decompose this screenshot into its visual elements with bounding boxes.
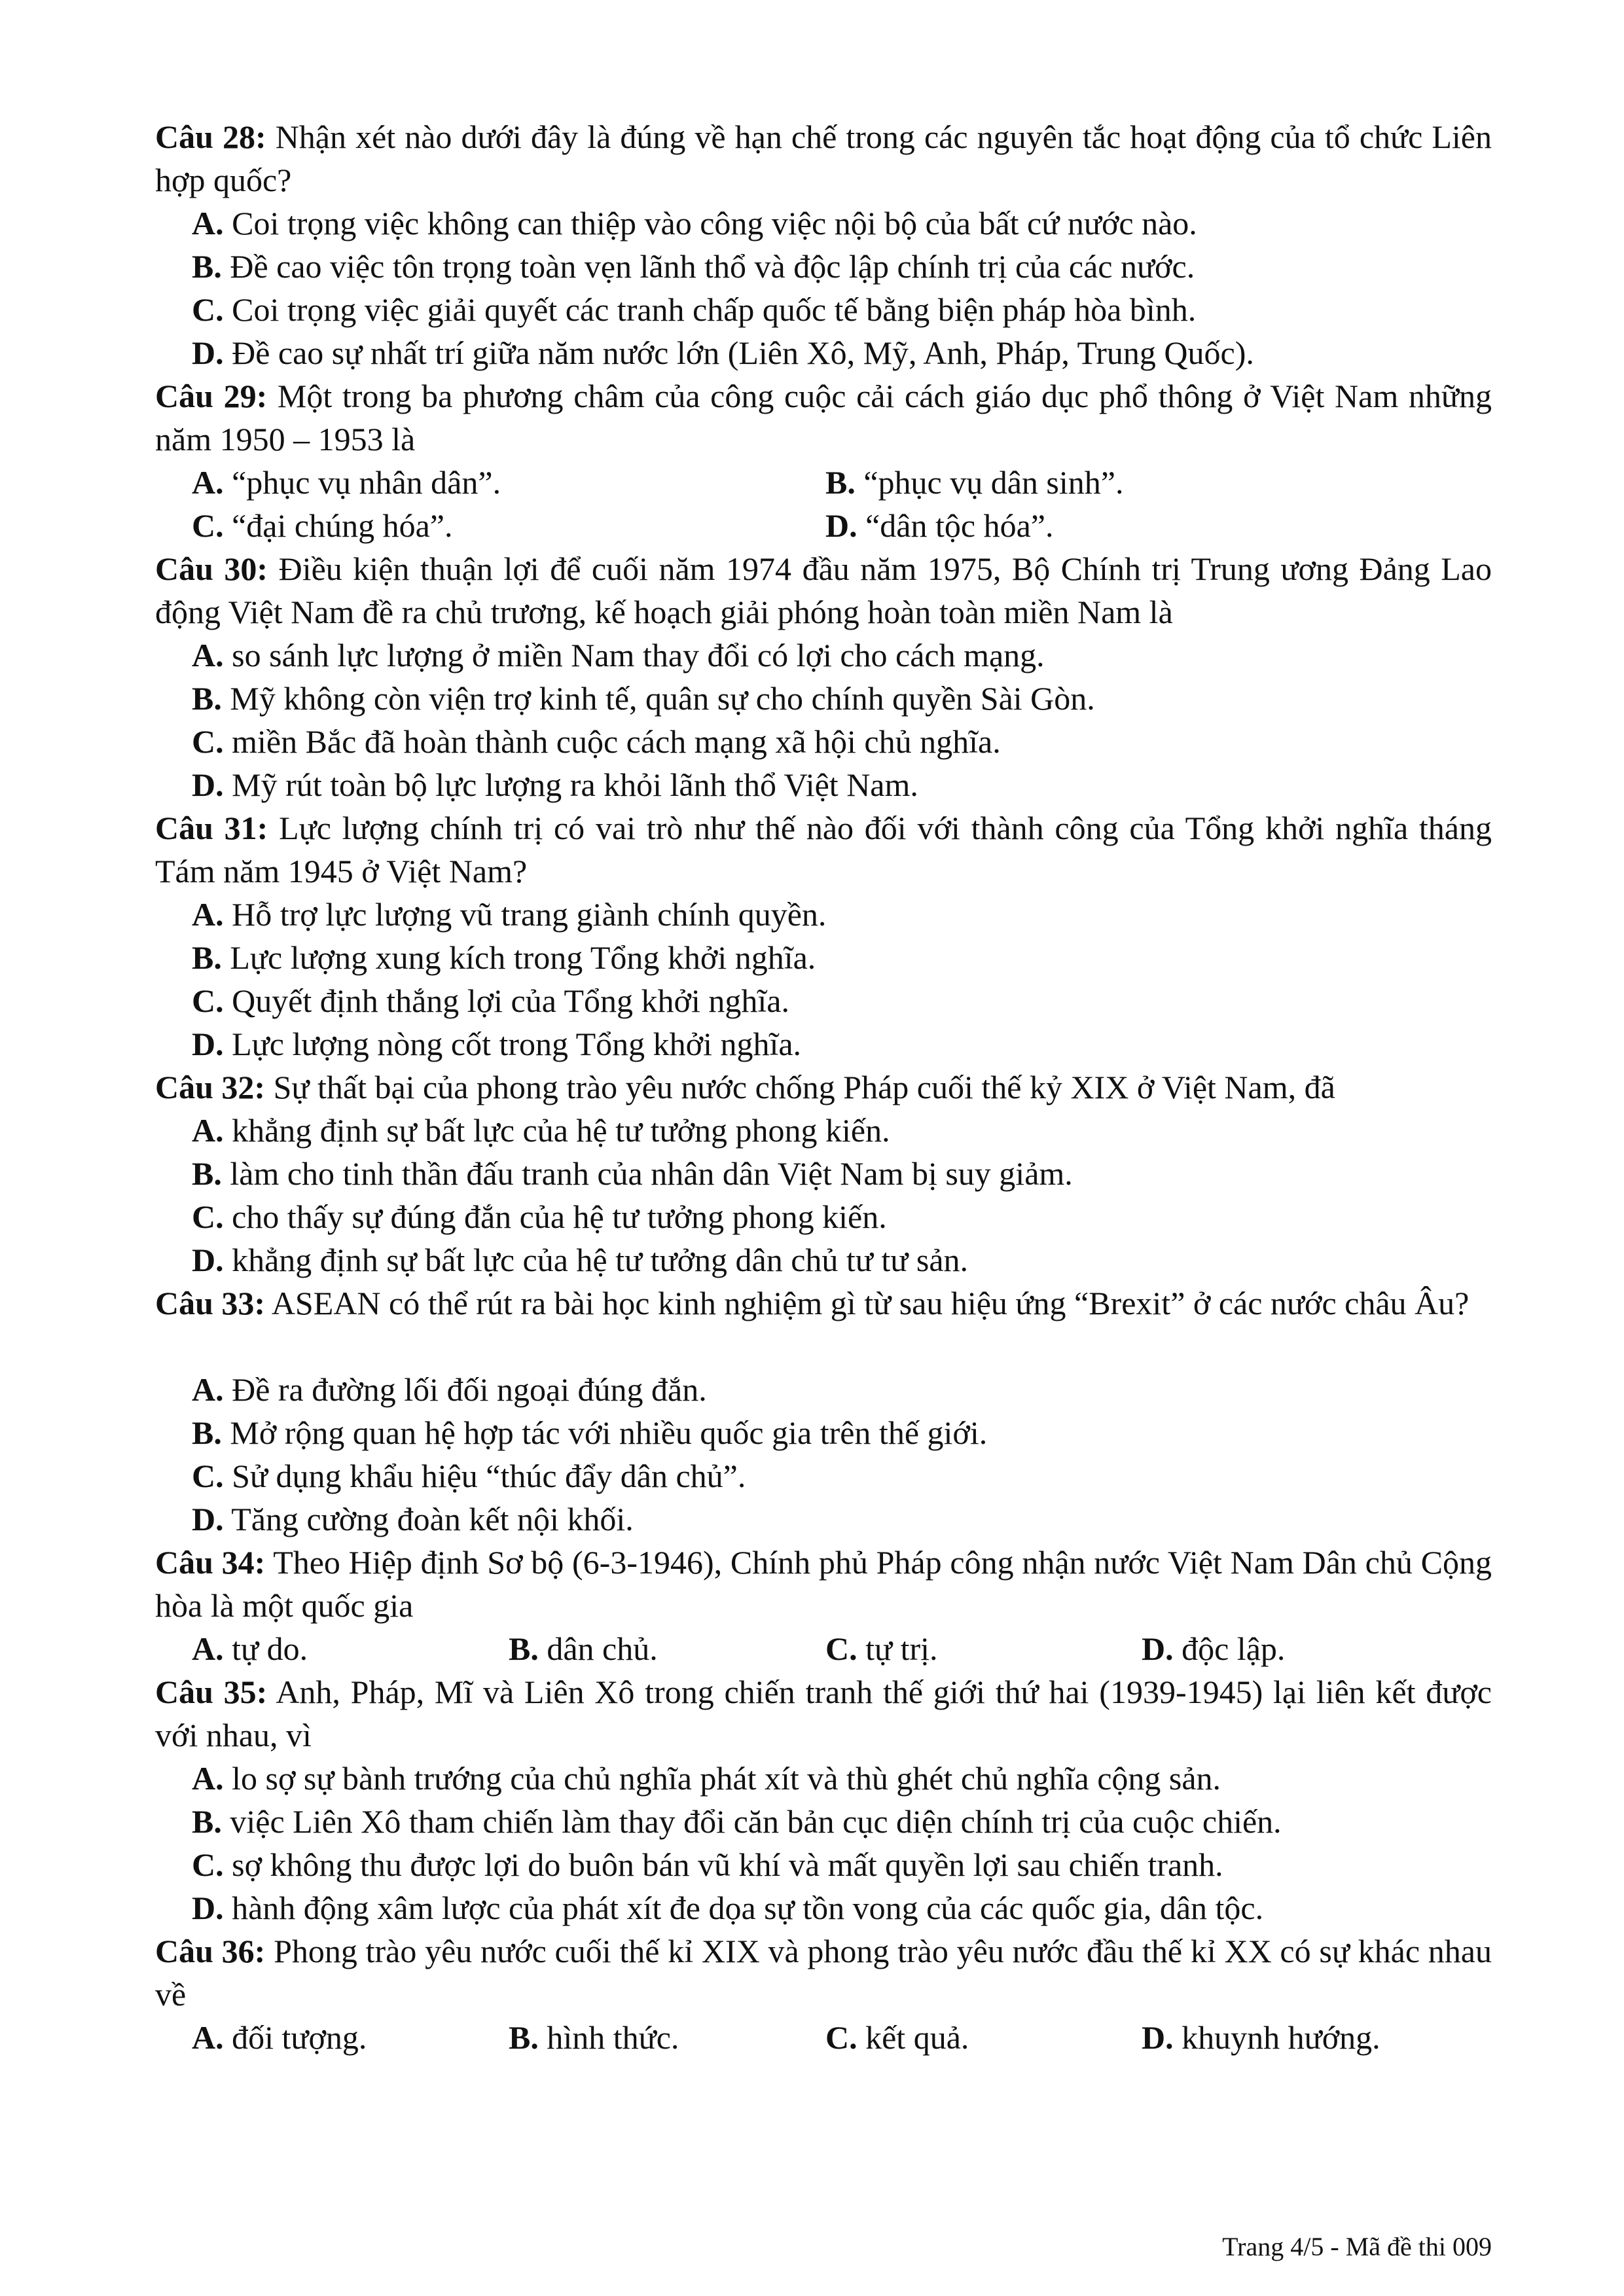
option-letter: D. <box>1142 1630 1174 1667</box>
option-letter: D. <box>192 1890 224 1926</box>
option-letter: B. <box>192 1803 222 1840</box>
option-text: Mỹ rút toàn bộ lực lượng ra khỏi lãnh thổ Việt Nam. <box>232 766 918 803</box>
option-letter: A. <box>192 896 224 933</box>
option-letter: A. <box>192 464 224 501</box>
option-letter: C. <box>825 1630 857 1667</box>
option-text: hành động xâm lược của phát xít đe dọa sự tồn vong của các quốc gia, dân tộc. <box>232 1890 1264 1926</box>
q33-option-b[interactable] <box>192 1411 987 1454</box>
option-letter: B. <box>509 2019 539 2056</box>
option-text: độc lập. <box>1182 1630 1286 1667</box>
q28-option-b[interactable] <box>192 245 1195 288</box>
q36-option-c[interactable] <box>825 2016 969 2059</box>
question-35 <box>155 1670 1492 1757</box>
q29-option-b[interactable] <box>825 461 1123 504</box>
q33-option-a[interactable] <box>192 1368 707 1411</box>
question-number: Câu 34: <box>155 1544 266 1581</box>
option-text: kết quả. <box>865 2019 969 2056</box>
option-letter: A. <box>192 1371 224 1408</box>
q32-option-b[interactable] <box>192 1152 1073 1195</box>
option-letter: C. <box>192 291 224 328</box>
option-text: so sánh lực lượng ở miền Nam thay đổi có lợi cho cách mạng. <box>232 637 1045 673</box>
option-text: Mỹ không còn viện trợ kinh tế, quân sự cho chính quyền Sài Gòn. <box>230 680 1095 717</box>
option-text: “đại chúng hóa”. <box>232 507 453 544</box>
question-stem: Nhận xét nào dưới đây là đúng về hạn chế trong các nguyên tắc hoạt động của tổ chức Liên hợp quốc? <box>155 118 1492 198</box>
question-stem: Một trong ba phương châm của công cuộc cải cách giáo dục phổ thông ở Việt Nam những năm 1950 – 1953 là <box>155 378 1492 457</box>
question-stem: Anh, Pháp, Mĩ và Liên Xô trong chiến tranh thế giới thứ hai (1939-1945) lại liên kết được với nhau, vì <box>155 1674 1492 1753</box>
option-letter: A. <box>192 1760 224 1797</box>
option-letter: A. <box>192 1112 224 1149</box>
q30-option-c[interactable] <box>192 720 1001 763</box>
q34-option-a[interactable] <box>192 1627 308 1670</box>
q30-option-d[interactable] <box>192 763 918 806</box>
option-letter: D. <box>825 507 857 544</box>
question-34 <box>155 1541 1492 1627</box>
q34-option-b[interactable] <box>509 1627 658 1670</box>
option-letter: A. <box>192 1630 224 1667</box>
option-letter: A. <box>192 637 224 673</box>
option-letter: A. <box>192 2019 224 2056</box>
option-text: Coi trọng việc giải quyết các tranh chấp quốc tế bằng biện pháp hòa bình. <box>232 291 1197 328</box>
option-text: Quyết định thắng lợi của Tổng khởi nghĩa. <box>232 982 789 1019</box>
q35-option-d[interactable] <box>192 1886 1263 1929</box>
question-stem: ASEAN có thể rút ra bài học kinh nghiệm gì từ sau hiệu ứng “Brexit” ở các nước châu Âu? <box>271 1285 1470 1321</box>
option-letter: D. <box>192 1242 224 1278</box>
q34-option-c[interactable] <box>825 1627 938 1670</box>
option-text: “phục vụ nhân dân”. <box>232 464 501 501</box>
question-number: Câu 31: <box>155 810 268 846</box>
question-number: Câu 32: <box>155 1069 266 1105</box>
option-text: Tăng cường đoàn kết nội khối. <box>231 1501 634 1537</box>
option-text: hình thức. <box>547 2019 679 2056</box>
option-text: khuynh hướng. <box>1182 2019 1380 2056</box>
option-text: cho thấy sự đúng đắn của hệ tư tưởng phong kiến. <box>232 1198 887 1235</box>
option-letter: B. <box>192 1155 222 1192</box>
q33-option-d[interactable] <box>192 1498 634 1541</box>
q31-option-c[interactable] <box>192 979 789 1022</box>
option-text: lo sợ sự bành trướng của chủ nghĩa phát xít và thù ghét chủ nghĩa cộng sản. <box>232 1760 1221 1797</box>
option-text: đối tượng. <box>232 2019 367 2056</box>
q29-option-c[interactable] <box>192 504 452 547</box>
question-36 <box>155 1929 1492 2016</box>
option-text: làm cho tinh thần đấu tranh của nhân dân Việt Nam bị suy giảm. <box>230 1155 1073 1192</box>
option-text: Mở rộng quan hệ hợp tác với nhiều quốc gia trên thế giới. <box>230 1414 988 1451</box>
option-letter: D. <box>192 1026 224 1062</box>
option-text: tự trị. <box>865 1630 938 1667</box>
question-stem: Điều kiện thuận lợi để cuối năm 1974 đầu năm 1975, Bộ Chính trị Trung ương Đảng Lao động Việt Nam đề ra chủ trương, kế hoạch giải phóng hoàn toàn miền Nam là <box>155 550 1492 630</box>
option-letter: C. <box>192 1458 224 1494</box>
q35-option-a[interactable] <box>192 1757 1221 1800</box>
q35-option-c[interactable] <box>192 1843 1223 1886</box>
q29-option-a[interactable] <box>192 461 501 504</box>
q36-option-a[interactable] <box>192 2016 367 2059</box>
option-text: sợ không thu được lợi do buôn bán vũ khí và mất quyền lợi sau chiến tranh. <box>232 1846 1223 1883</box>
question-number: Câu 30: <box>155 550 268 587</box>
q36-option-b[interactable] <box>509 2016 679 2059</box>
q31-option-a[interactable] <box>192 893 826 936</box>
option-text: Lực lượng xung kích trong Tổng khởi nghĩa. <box>230 939 816 976</box>
option-letter: B. <box>192 248 222 285</box>
option-text: Hỗ trợ lực lượng vũ trang giành chính quyền. <box>232 896 827 933</box>
option-text: Đề cao sự nhất trí giữa năm nước lớn (Liên Xô, Mỹ, Anh, Pháp, Trung Quốc). <box>232 334 1254 371</box>
q33-option-c[interactable] <box>192 1454 746 1498</box>
option-text: khẳng định sự bất lực của hệ tư tưởng phong kiến. <box>232 1112 890 1149</box>
option-text: “dân tộc hóa”. <box>865 507 1054 544</box>
q28-option-d[interactable] <box>192 331 1254 374</box>
option-text: Đề cao việc tôn trọng toàn vẹn lãnh thổ và độc lập chính trị của các nước. <box>230 248 1195 285</box>
question-stem: Lực lượng chính trị có vai trò như thế nào đối với thành công của Tổng khởi nghĩa tháng Tám năm 1945 ở Việt Nam? <box>155 810 1492 889</box>
question-29 <box>155 374 1492 461</box>
option-letter: B. <box>192 939 222 976</box>
q35-option-b[interactable] <box>192 1800 1282 1843</box>
question-31 <box>155 806 1492 893</box>
option-letter: A. <box>192 205 224 242</box>
option-text: “phục vụ dân sinh”. <box>863 464 1124 501</box>
question-number: Câu 33: <box>155 1285 266 1321</box>
option-text: miền Bắc đã hoàn thành cuộc cách mạng xã hội chủ nghĩa. <box>232 723 1001 760</box>
q31-option-b[interactable] <box>192 936 816 979</box>
q34-option-d[interactable] <box>1142 1627 1285 1670</box>
question-stem: Sự thất bại của phong trào yêu nước chống Pháp cuối thế kỷ XIX ở Việt Nam, đã <box>273 1069 1335 1105</box>
option-letter: B. <box>192 1414 222 1451</box>
question-32 <box>155 1066 1492 1109</box>
question-number: Câu 28: <box>155 118 266 155</box>
option-letter: D. <box>192 766 224 803</box>
q31-option-d[interactable] <box>192 1022 801 1066</box>
option-text: Đề ra đường lối đối ngoại đúng đắn. <box>232 1371 707 1408</box>
option-letter: D. <box>1142 2019 1174 2056</box>
question-stem: Theo Hiệp định Sơ bộ (6-3-1946), Chính phủ Pháp công nhận nước Việt Nam Dân chủ Cộng hòa là một quốc gia <box>155 1544 1492 1624</box>
q36-option-d[interactable] <box>1142 2016 1380 2059</box>
q30-option-b[interactable] <box>192 677 1095 720</box>
q29-option-d[interactable] <box>825 504 1053 547</box>
question-stem: Phong trào yêu nước cuối thế kỉ XIX và phong trào yêu nước đầu thế kỉ XX có sự khác nhau về <box>155 1933 1492 2013</box>
q32-option-d[interactable] <box>192 1238 968 1282</box>
option-letter: C. <box>192 723 224 760</box>
option-letter: D. <box>192 1501 224 1537</box>
q30-option-a[interactable] <box>192 634 1045 677</box>
q28-option-c[interactable] <box>192 288 1196 331</box>
option-text: việc Liên Xô tham chiến làm thay đổi căn bản cục diện chính trị của cuộc chiến. <box>230 1803 1282 1840</box>
option-letter: C. <box>192 1846 224 1883</box>
page-footer: Trang 4/5 - Mã đề thi 009 <box>1222 2232 1492 2261</box>
option-text: dân chủ. <box>547 1630 658 1667</box>
option-text: Coi trọng việc không can thiệp vào công việc nội bộ của bất cứ nước nào. <box>232 205 1197 242</box>
question-30 <box>155 547 1492 634</box>
option-letter: C. <box>825 2019 857 2056</box>
option-text: Lực lượng nòng cốt trong Tổng khởi nghĩa. <box>232 1026 802 1062</box>
option-letter: B. <box>825 464 856 501</box>
option-letter: C. <box>192 507 224 544</box>
question-28 <box>155 115 1492 202</box>
question-number: Câu 36: <box>155 1933 266 1969</box>
question-number: Câu 29: <box>155 378 268 414</box>
q28-option-a[interactable] <box>192 202 1197 245</box>
q32-option-a[interactable] <box>192 1109 890 1152</box>
option-text: Sử dụng khẩu hiệu “thúc đẩy dân chủ”. <box>232 1458 746 1494</box>
option-text: khẳng định sự bất lực của hệ tư tưởng dân chủ tư tư sản. <box>232 1242 969 1278</box>
option-letter: B. <box>192 680 222 717</box>
option-letter: C. <box>192 1198 224 1235</box>
question-33 <box>155 1282 1492 1325</box>
option-letter: C. <box>192 982 224 1019</box>
option-text: tự do. <box>232 1630 308 1667</box>
question-number: Câu 35: <box>155 1674 268 1710</box>
q32-option-c[interactable] <box>192 1195 887 1238</box>
option-letter: D. <box>192 334 224 371</box>
option-letter: B. <box>509 1630 539 1667</box>
